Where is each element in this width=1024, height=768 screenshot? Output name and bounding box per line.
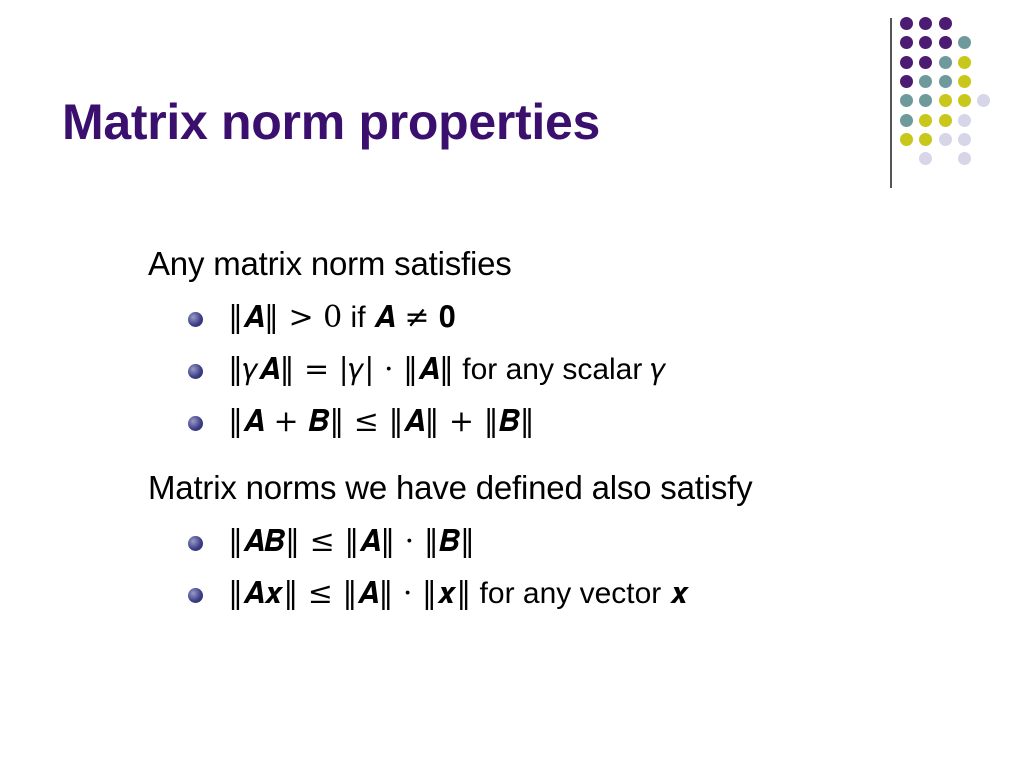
formula-text: for any scalar (453, 353, 651, 386)
decorative-dot (900, 114, 913, 127)
decorative-dot (919, 94, 932, 107)
slide-body (148, 240, 988, 620)
decorative-dot (919, 56, 932, 69)
decorative-dot (958, 114, 971, 127)
formula-tail: 𝛾 (650, 352, 667, 387)
decorative-dot (939, 17, 952, 30)
formula: ‖𝑨𝒙‖ ≤ ‖𝑨‖ · ‖𝒙‖ (228, 576, 472, 611)
list-item (188, 516, 988, 568)
list-item (188, 344, 988, 396)
decorative-dot (900, 94, 913, 107)
formula-tail: 𝑨 ≠ 𝟎 (373, 300, 456, 335)
bullet-icon (188, 416, 203, 431)
decorative-dot (900, 75, 913, 88)
formula: ‖𝑨𝑩‖ ≤ ‖𝑨‖ · ‖𝑩‖ (228, 524, 475, 559)
decorative-dot (958, 75, 971, 88)
decorative-dot (958, 36, 971, 49)
decorative-dot (977, 94, 990, 107)
decorative-dot (919, 36, 932, 49)
bullet-icon (188, 312, 203, 327)
formula-text: if (342, 301, 374, 334)
decorative-dot (919, 75, 932, 88)
slide-title: Matrix norm properties (62, 94, 600, 150)
decorative-dot (939, 114, 952, 127)
decorative-dot (958, 94, 971, 107)
decorative-dot (919, 114, 932, 127)
decorative-dot (939, 75, 952, 88)
section-heading-2: Matrix norms we have defined also satisfy (148, 469, 753, 506)
decorative-dot (900, 56, 913, 69)
decorative-dot (958, 56, 971, 69)
formula: ‖𝛾𝑨‖ = |𝛾| · ‖𝑨‖ (228, 352, 454, 387)
section-heading-1: Any matrix norm satisfies (148, 245, 512, 282)
property-list-1 (188, 292, 988, 448)
decorative-dot (939, 94, 952, 107)
formula-text: for any vector (471, 577, 670, 610)
decorative-dot (939, 56, 952, 69)
list-item (188, 396, 988, 448)
decorative-dot (958, 152, 971, 165)
decorative-dot (900, 17, 913, 30)
decorative-dot (919, 133, 932, 146)
decorative-dot (919, 152, 932, 165)
decorative-dot (939, 133, 952, 146)
decorative-dot (939, 36, 952, 49)
decorative-dot (919, 17, 932, 30)
property-list-2 (188, 516, 988, 620)
bullet-icon (188, 536, 203, 551)
bullet-icon (188, 588, 203, 603)
decorative-dot (958, 133, 971, 146)
decorative-dot (900, 36, 913, 49)
decorative-dot (900, 133, 913, 146)
list-item (188, 292, 988, 344)
decorative-divider (890, 18, 892, 188)
list-item (188, 568, 988, 620)
bullet-icon (188, 364, 203, 379)
formula: ‖𝑨 + 𝑩‖ ≤ ‖𝑨‖ + ‖𝑩‖ (228, 404, 535, 439)
formula-tail: 𝒙 (669, 576, 689, 611)
formula: ‖𝑨‖ > 0 (228, 300, 343, 335)
